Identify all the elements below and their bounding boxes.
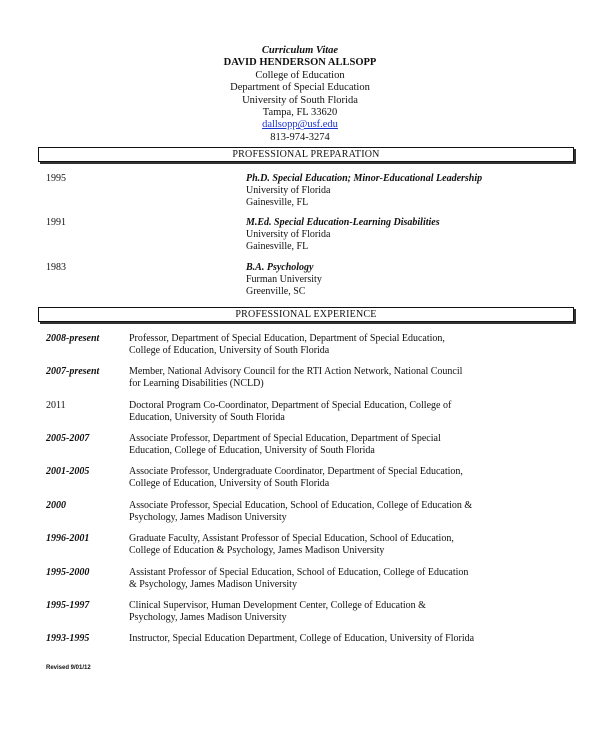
experience-heading: PROFESSIONAL EXPERIENCE <box>38 307 574 322</box>
experience-line: & Psychology, James Madison University <box>129 578 297 590</box>
experience-line: College of Education, University of South Florida <box>129 477 330 489</box>
experience-line: Associate Professor, Undergraduate Coordinator, Department of Special Education, <box>129 466 463 477</box>
prep-school: University of Florida <box>246 184 331 196</box>
preparation-heading: PROFESSIONAL PREPARATION <box>38 147 574 162</box>
prep-school: Furman University <box>246 273 322 285</box>
experience-date: 2005-2007 <box>46 433 90 444</box>
prep-school: University of Florida <box>246 228 331 240</box>
prep-degree: Ph.D. Special Education; Minor-Educational Leadership <box>246 173 483 184</box>
experience-date: 2007-present <box>46 366 100 377</box>
prep-degree: B.A. Psychology <box>246 262 314 273</box>
prep-location: Gainesville, FL <box>246 240 309 252</box>
university-name: University of South Florida <box>242 94 358 106</box>
phone-number: 813-974-3274 <box>270 131 330 143</box>
prep-year: 1983 <box>46 262 66 273</box>
cv-title: Curriculum Vitae <box>261 45 339 56</box>
experience-line: Instructor, Special Education Department, College of Education, University of Florida <box>129 633 475 644</box>
experience-date: 2008-present <box>46 333 100 344</box>
person-name: DAVID HENDERSON ALLSOPP <box>223 57 377 69</box>
experience-line: Associate Professor, Special Education, School of Education, College of Education & <box>129 500 473 511</box>
city-zip: Tampa, FL 33620 <box>262 107 338 119</box>
experience-date: 1995-2000 <box>46 567 90 578</box>
cv-header <box>0 45 600 144</box>
college-name: College of Education <box>255 69 345 81</box>
experience-date: 1993-1995 <box>46 633 90 644</box>
prep-location: Gainesville, FL <box>246 196 309 208</box>
prep-location: Greenville, SC <box>246 285 306 297</box>
experience-date: 2000 <box>46 500 66 511</box>
experience-line: Assistant Professor of Special Education, School of Education, College of Education <box>129 567 469 578</box>
experience-line: Psychology, James Madison University <box>129 611 287 623</box>
experience-line: for Learning Disabilities (NCLD) <box>129 377 264 389</box>
department-name: Department of Special Education <box>230 82 370 94</box>
experience-line: Education, College of Education, University of South Florida <box>129 444 375 456</box>
experience-line: Graduate Faculty, Assistant Professor of Special Education, School of Education, <box>129 533 454 544</box>
email-link[interactable]: dallsopp@usf.edu <box>262 119 338 131</box>
experience-line: Psychology, James Madison University <box>129 511 287 523</box>
experience-date: 1996-2001 <box>46 533 90 544</box>
experience-date: 2001-2005 <box>46 466 90 477</box>
experience-date: 1995-1997 <box>46 600 90 611</box>
revised-date: Revised 9/01/12 <box>46 665 91 671</box>
prep-year: 1991 <box>46 217 66 228</box>
prep-year: 1995 <box>46 173 66 184</box>
experience-date: 2011 <box>46 400 66 411</box>
experience-line: College of Education, University of South Florida <box>129 344 330 356</box>
experience-line: Member, National Advisory Council for the RTI Action Network, National Council <box>129 366 463 377</box>
prep-degree: M.Ed. Special Education-Learning Disabilities <box>246 217 440 228</box>
experience-line: College of Education & Psychology, James Madison University <box>129 544 385 556</box>
experience-line: Education, University of South Florida <box>129 411 285 423</box>
experience-line: Clinical Supervisor, Human Development Center, College of Education & <box>129 600 426 611</box>
experience-line: Doctoral Program Co-Coordinator, Department of Special Education, College of <box>129 400 452 411</box>
experience-line: Professor, Department of Special Education, Department of Special Education, <box>129 333 445 344</box>
experience-line: Associate Professor, Department of Special Education, Department of Special <box>129 433 441 444</box>
